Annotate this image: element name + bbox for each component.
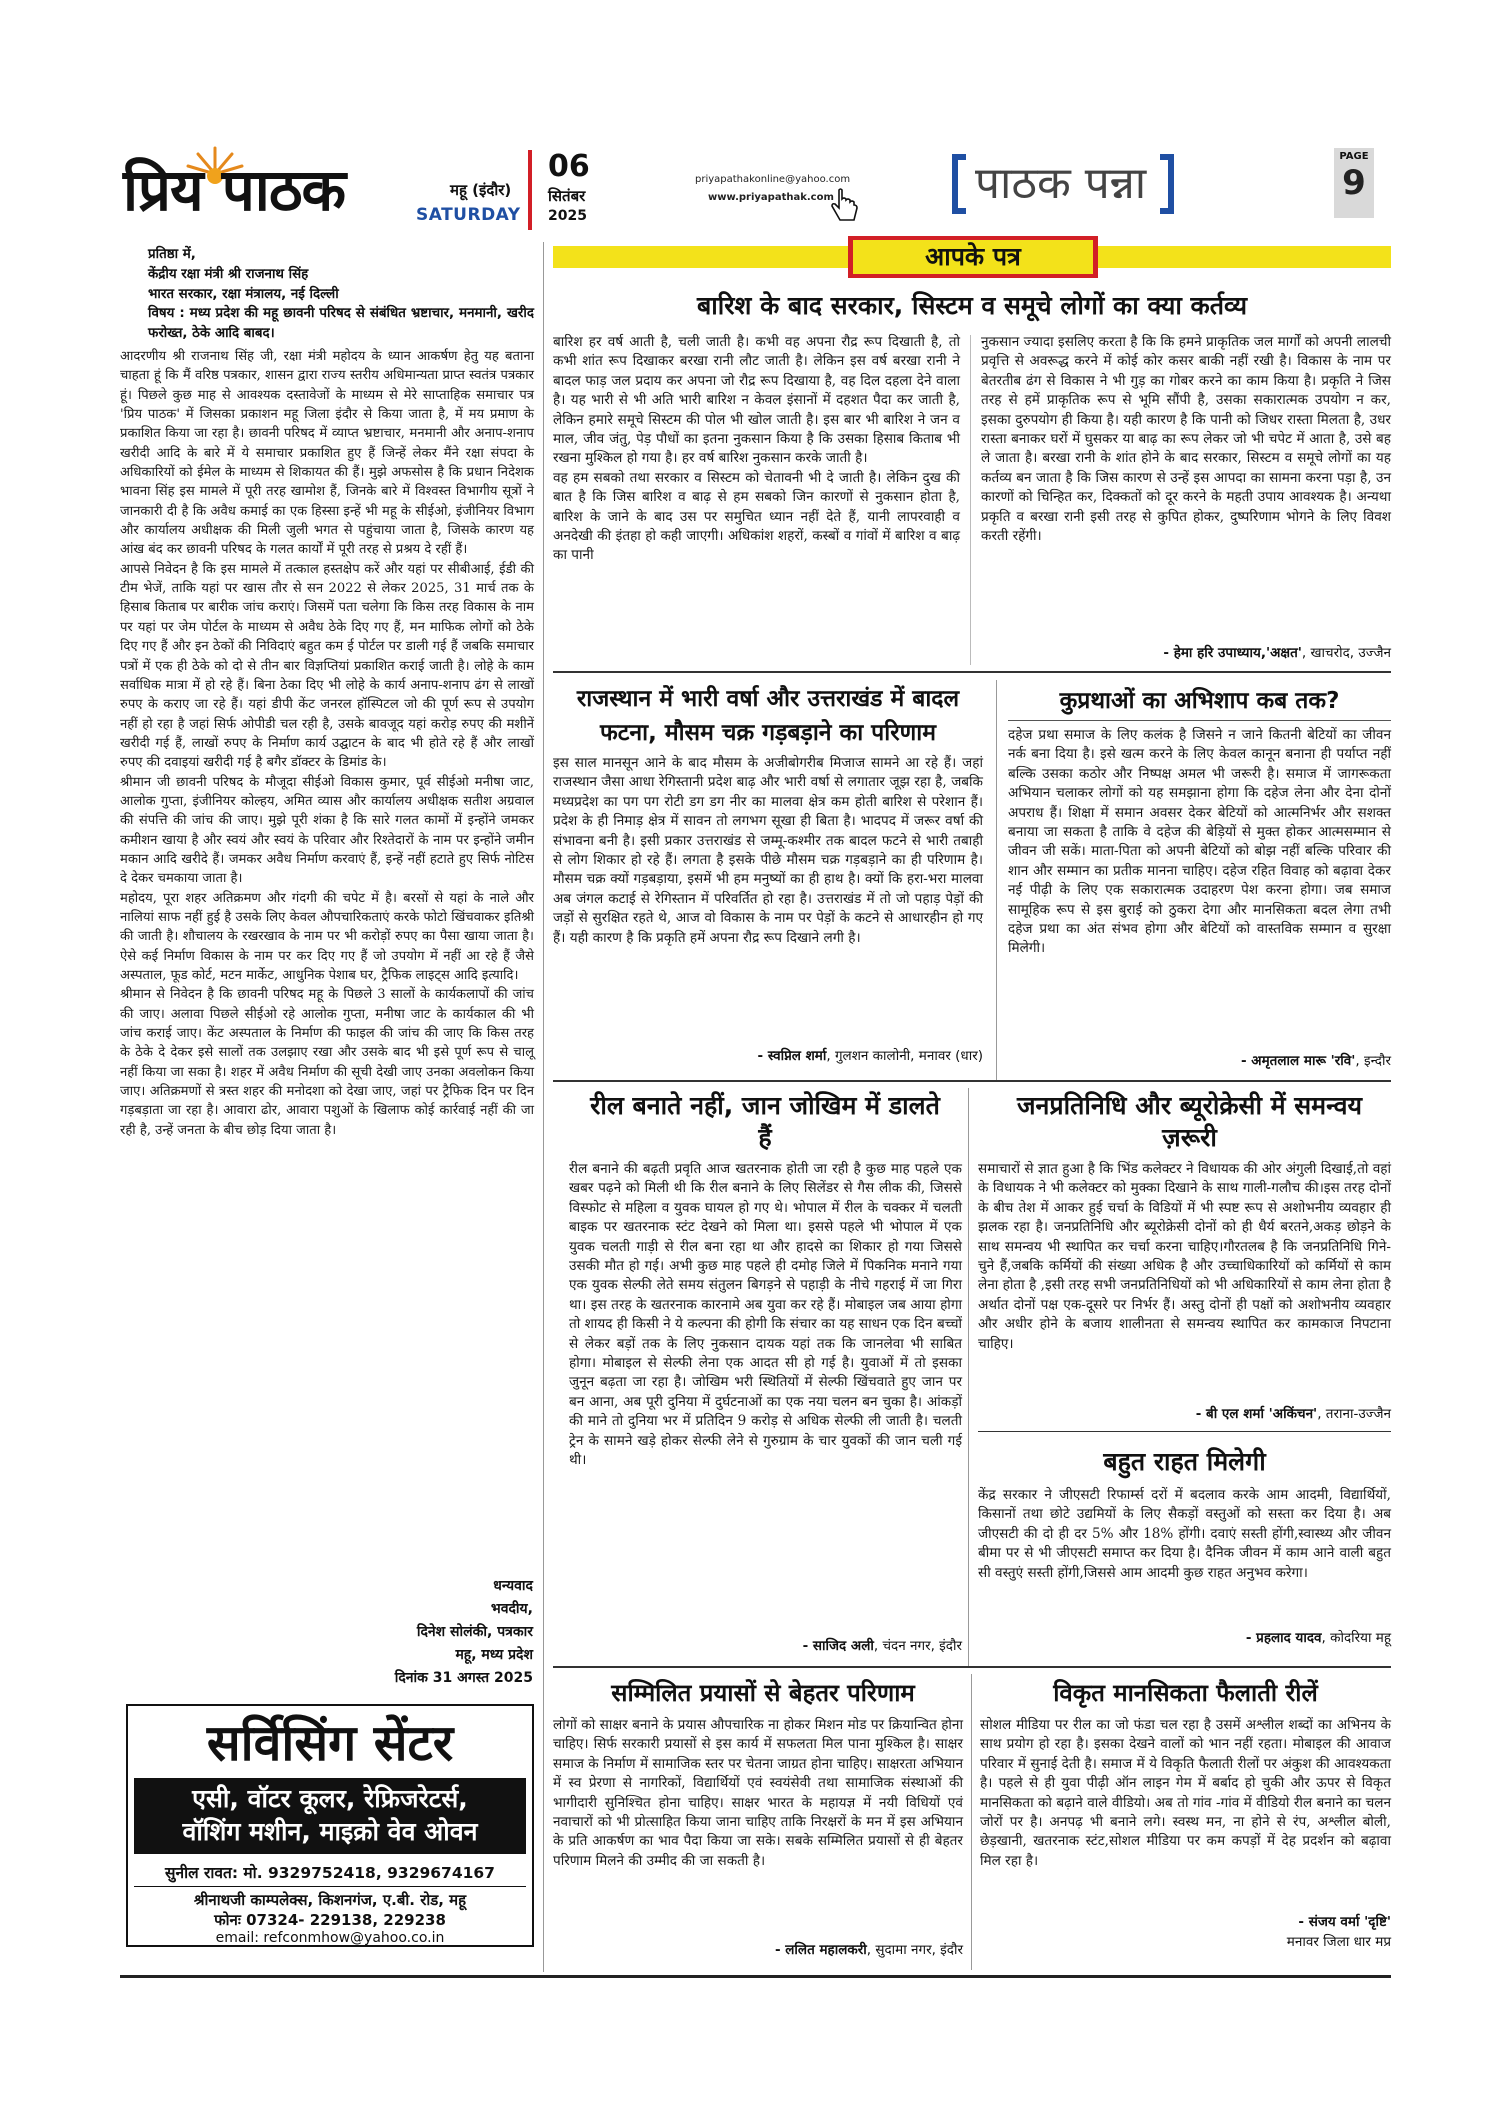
date-year: 2025 [548, 208, 587, 224]
rahat-sig-place: , कोदरिया महू [1321, 1630, 1391, 1646]
letter-header: प्रतिष्ठा में, केंद्रीय रक्षा मंत्री श्री राजनाथ सिंह भारत सरकार, रक्षा मंत्रालय, नई दिल्ली विषय : मध्य प्रदेश की महू छावनी परिषद से संबंधित भ्रष्टाचार, मनमानी, खरीद फरोख्त, ठेके आदि बाबद। [148, 247, 534, 342]
section-bracket-right [1160, 154, 1174, 214]
rain-title: बारिश के बाद सरकार, सिस्टम व समूचे लोगों का क्या कर्तव्य [696, 291, 1247, 320]
reel-body: रील बनाने की बढ़ती प्रवृति आज खतरनाक होती जा रही है कुछ माह पहले एक खबर पढ़ने को मिली थी कि रील बनाने के लिए सिलेंडर से गैस लीक की, जिससे विस्फोट से महिला व युवक घायल हो गए थे। भोपाल में रील के चक्कर में चलती बाइक पर खतरनाक स्टंट देखने को मिला था। इससे पहले भी भोपाल में एक युवक चलती गाड़ी से रील बना रहा था और हादसे का शिकार हो गया जिससे उसकी मौत हो गई। अभी कुछ माह पहले ही दमोह जिले में पिकनिक मनाने गया एक युवक सेल्फी लेते समय संतुलन बिगड़ने से पहाड़ी के नीचे गहराई में जा गिरा था। इस तरह के खतरनाक कारनामे अब युवा कर रहे हैं। मोबाइल जब आया होगा तो शायद ही किसी ने ये कल्पना की होगी कि संचार का यह साधन एक दिन बच्चों से लेकर बड़ों तक के लिए नुकसान दायक यहां तक कि जानलेवा भी साबित होगा। मोबाइल से सेल्फी लेना एक आदत सी हो गई है। युवाओं में तो इसका जुनून बढ़ता जा रहा है। जोखिम भरी स्थितियों में सेल्फी खिंचवाते हुए जान पर बन आना, अब पूरी दुनिया में दुर्घटनाओं का एक नया चलन बन चुका है। आंकड़ों की माने तो दुनिया भर में प्रतिदिन 9 करोड़ से अधिक सेल्फी ली जाती है। चलती ट्रेन के सामने खड़े होकर सेल्फी लेने से गुरुग्राम के चार युवकों की जान चली गई थी। [569, 1161, 962, 1469]
website-text[interactable]: www.priyapathak.com [708, 192, 834, 203]
column-divider-main [543, 242, 544, 1972]
reel-title: रील बनाते नहीं, जान जोखिम में डालते हैं [590, 1091, 940, 1152]
sammilit-sig-place: , सुदामा नगर, इंदौर [866, 1942, 963, 1958]
rajasthan-body: इस साल मानसून आने के बाद मौसम के अजीबोगरीब मिजाज सामने आ रहे हैं। जहां राजस्थान जैसा आधा रेगिस्तानी प्रदेश बाढ़ और भारी वर्षा से लगातार जूझ रहा है, जबकि मध्यप्रदेश का पग पग रोटी डग डग नीर का मालवा क्षेत्र कम होती बारिश से परेशान हैं। प्रदेश के ही निमाड़ क्षेत्र में सावन तो लगभग सूखा ही बिता है। भादपद में जरूर वर्षा की संभावना बनी है। इसी प्रकार उत्तराखंड से जम्मू-कश्मीर तक बादल फटने से भारी तबाही से लोग शिकार हो रहे हैं। लगता है इसके पीछे मौसम चक्र गड़बड़ाने का ही परिणाम है। मौसम चक्र क्यों गड़बड़ाया, इसमें भी हम मनुष्यों का ही हाथ है। क्यों कि हरा-भरा मालवा अब जंगल कटाई से रेगिस्तान में परिवर्तित हो रहा है। उत्तराखंड में तो जो पहाड़ पेड़ों की जड़ों से सुरक्षित रहते थे, आज वो विकास के नाम पर पेड़ों के कटने से आधारहीन हो गए हैं। यही कारण है कि प्रकृति हमें अपना रौद्र रूप दिखाने लगी है। [553, 755, 983, 946]
band-label: आपके पत्र [925, 242, 1021, 271]
date-day: 06 [548, 149, 590, 184]
page-label: PAGE [1339, 151, 1369, 162]
masthead [120, 150, 1390, 230]
sammilit-signature [553, 1940, 963, 1958]
vikrut-title: विकृत मानसिकता फैलाती रीलें [1053, 1679, 1318, 1707]
rahat-body: केंद्र सरकार ने जीएसटी रिफार्म्स दरों में बदलाव करके आम आदमी, विद्यार्थियों, किसानों तथा छोटे उद्यमियों के लिए सैकड़ों वस्तुओं को सस्ता कर दिया है। अब जीएसटी की दो ही दर 5% और 18% होंगी। दवाएं सस्ती होंगी,स्वास्थ्य और जीवन बीमा पर से भी जीएसटी समाप्त कर दिया है। दैनिक जीवन में काम आने वाली बहुत सी वस्तुएं सस्ती होंगी,जिससे आम आदमी कुछ राहत अनुभव करेगा। [978, 1487, 1391, 1581]
kupratha-title: कुप्रथाओं का अभिशाप कब तक? [1059, 688, 1340, 714]
vikrut-sig-name: - संजय वर्मा 'दृष्टि' [1298, 1914, 1391, 1930]
closing-date: दिनांक 31 अगस्त 2025 [394, 1670, 533, 1686]
rain-sig-name: - हेमा हरि उपाध्याय,'अक्षत' [1163, 645, 1302, 661]
ad-phone: फोनः 07324- 229138, 229238 [214, 1911, 446, 1929]
janpratinidhi-signature [978, 1404, 1391, 1422]
email-text[interactable]: priyapathakonline@yahoo.com [695, 174, 851, 185]
ad-address: श्रीनाथजी काम्पलेक्स, किशनगंज, ए.बी. रोड, महू [193, 1891, 467, 1909]
vikrut-sig-place: मनावर जिला धार मप्र [1286, 1934, 1391, 1950]
rain-sig-place: , खाचरोद, उज्जैन [1301, 645, 1391, 661]
closing-yours: भवदीय, [490, 1601, 533, 1617]
kupratha-body: दहेज प्रथा समाज के लिए कलंक है जिसने न जाने कितनी बेटियों का जीवन नर्क बना दिया है। इसे खत्म करने के लिए केवल कानून बनाना ही पर्याप्त नहीं बल्कि उसका कठोर और निष्पक्ष अमल भी जरूरी है। समाज में जागरूकता अभियान चलाकर लोगों को यह समझाना होगा कि दहेज लेना और देना दोनों अपराध हैं। शिक्षा में समान अवसर देकर बेटियों को आत्मनिर्भर और सशक्त बनाया जा सकता है ताकि वे दहेज की बेड़ियों से मुक्त होकर आत्मसम्मान से जीवन जी सकें। माता-पिता को अपनी बेटियों को बोझ नहीं बल्कि परिवार की शान और सम्मान का प्रतीक मानना चाहिए। दहेज रहित विवाह को बढ़ावा देकर नई पीढ़ी के लिए एक सकारात्मक उदाहरण पेश करना होगा। जब समाज सामूहिक रूप से इस बुराई को ठुकरा देगा और मानसिकता बदल लेगा तभी दहेज प्रथा का अंत संभव होगा और बेटियों को वास्तविक सम्मान व सुरक्षा मिलेगी। [1008, 727, 1391, 957]
reel-signature [569, 1636, 962, 1654]
kupratha-sig-place: , इन्दौर [1355, 1053, 1391, 1069]
ad-box [126, 1704, 534, 1947]
section-title: पाठक पन्ना [975, 158, 1147, 209]
rain-col-1: बारिश हर वर्ष आती है, चली जाती है। कभी वह अपना रौद्र रूप दिखाती है, तो कभी शांत रूप दिखाकर बरखा रानी लौट जाती है। लेकिन इस वर्ष बरखा रानी ने बादल फाड़ जल प्रदाय कर अपना जो रौद्र रूप दिखाया है, वह दिल दहला देने वाला है। यह भारी से भी अति भारी बारिश न केवल इंसानों में दहशत पैदा कर जाती है, लेकिन हमारे समूचे सिस्टम की पोल भी खोल जाती है। इस बार भी बारिश ने जन व माल, जीव जंतु, पेड़ पौधों का इतना नुकसान किया है कि उसका हिसाब किताब भी रखना मुश्किल हो गया है। हर वर्ष बारिश नुकसान करके जाती है। वह हम सबको तथा सरकार व सिस्टम को चेतावनी भी दे जाती है। लेकिन दुख की बात है कि जिस बारिश व बाढ़ से हम सबको जिन कारणों से नुकसान होता है, बारिश के जाने के बाद उस पर समुचित ध्यान नहीं देते हैं, यानी लापरवाही व अनदेखी की इंतहा हो कही जाएगी। अधिकांश शहरों, कस्बों व गांवों में बारिश व बाढ़ का पानी [553, 334, 960, 564]
ad-services [134, 1778, 526, 1854]
closing-name: दिनेश सोलंकी, पत्रकार [416, 1624, 533, 1640]
rahat-title: बहुत राहत मिलेगी [1103, 1447, 1266, 1476]
kupratha-sig-name: - अमृतलाल मारू 'रवि' [1240, 1053, 1356, 1069]
hand-cursor-icon [830, 188, 860, 224]
kupratha-signature [1008, 1051, 1391, 1069]
rahat-signature [978, 1628, 1391, 1646]
ad-email[interactable]: email: refconmhow@yahoo.co.in [215, 1930, 445, 1946]
sammilit-body: लोगों को साक्षर बनाने के प्रयास औपचारिक ना होकर मिशन मोड पर क्रियान्वित होना चाहिए। सिर्फ सरकारी प्रयासों से इस कार्य में सफलता मिल पाना मुश्किल है। साक्षर समाज के निर्माण में सामाजिक स्तर पर चेतना जाग्रत होना चाहिए। साक्षरता अभियान में स्व प्रेरणा से नागरिकों, विद्यार्थियों एवं स्वयंसेवी तथा सामाजिक संस्थाओं की भागीदारी सुनिश्चित होना चाहिए। साक्षर भारत के महायज्ञ में नयी विधियों एवं नवाचारों को भी प्रोत्साहित किया जाना चाहिए ताकि निरक्षरों के मन में इस अभियान के प्रति आकर्षण का भाव पैदा किया जा सके। सबके सम्मिलित प्रयासों से ही बेहतर परिणाम मिलने की उम्मीद की जा सकती है। [553, 1717, 963, 1869]
date-month: सितंबर [548, 187, 586, 205]
logo: प्रिय पाठक [123, 156, 346, 224]
rain-signature [981, 643, 1391, 661]
closing-thanks: धन्यवाद [493, 1578, 533, 1594]
section-bracket-left [952, 154, 966, 214]
janpratinidhi-body: समाचारों से ज्ञात हुआ है कि भिंड कलेक्टर ने विधायक की ओर अंगुली दिखाई,तो वहां के विधायक ने भी कलेक्टर को मुक्का दिखाने के साथ गाली-गलौच की।इस तरह दोनों के बीच तेश में आकर हुई चर्चा के विडियों में भी स्पष्ट रूप से अशोभनीय व्यवहार ही झलक रहा है। जनप्रतिनिधि और ब्यूरोक्रेसी दोनों को ही धैर्य बरतने,अकड़ छोड़ने के साथ समन्वय भी स्थापित कर चर्चा करना चाहिए।गौरतलब है कि जनप्रतिनिधि गिने-चुने हैं,जबकि कर्मियों की संख्या अधिक है और उच्चाधिकारियों को कर्मियों से काम लेना होता है ,इसी तरह सभी जनप्रतिनिधियों को भी अधिकारियों से काम लेना होता है अर्थात दोनों पक्ष एक-दूसरे पर निर्भर हैं। अस्तु दोनों ही पक्षों को अशोभनीय व्यवहार और अधीर होने के बजाय शालीनता से समन्वय स्थापित कर कामकाज निपटाना चाहिए। [978, 1161, 1391, 1352]
janpratinidhi-sig-name: - बी एल शर्मा 'अकिंचन' [1195, 1406, 1318, 1422]
rajasthan-sig-name: - स्वप्निल शर्मा [757, 1048, 827, 1064]
page-number: 9 [1342, 163, 1366, 203]
rajasthan-title: राजस्थान में भारी वर्षा और उत्तराखंड में बादल फटना, मौसम चक्र गड़बड़ाने का परिणाम [576, 686, 960, 746]
letter-closing [300, 1575, 533, 1690]
reel-sig-name: - साजिद अली [802, 1638, 874, 1654]
rain-col-2: नुकसान ज्यादा इसलिए करता है कि कि हमने प्राकृतिक जल मार्गों को अपनी लालची प्रवृत्ति से अवरूद्ध करने में कोई कोर कसर बाकी नहीं रखी है। विकास के नाम पर बेतरतीब ढंग से विकास ने भी गुड़ का गोबर करने का काम किया है। प्रकृति ने जिस तरह से हमें प्राकृतिक रूप से भूमि सौंपी है, उसका सकारात्मक उपयोग न कर, इसका दुरुपयोग ही किया है। यही कारण है कि पानी को जिधर रास्ता मिलता है, उधर रास्ता बनाकर घरों में घुसकर या बाढ़ का रूप लेकर जो भी चपेट में आता है, उसे बह ले जाता है। बरखा रानी के शांत होने के बाद सरकार, सिस्टम व समूचे लोगों का यह कर्तव्य बन जाता है कि जिस कारण से उन्हें इस आपदा का सामना करना पड़ा है, उन कारणों को चिन्हित कर, दिक्कतों को दूर करने के महती उपाय आवश्यक है। अन्यथा प्रकृति व बरखा रानी इसी तरह से कुपित होकर, दुष्परिणाम भोगने के लिए विवश करती रहेंगी। [981, 334, 1391, 545]
janpratinidhi-sig-place: , तराना-उज्जैन [1317, 1406, 1391, 1422]
sammilit-title: सम्मिलित प्रयासों से बेहतर परिणाम [611, 1679, 915, 1707]
ad-line-2: वॉशिंग मशीन, माइक्रो वेव ओवन [182, 1817, 478, 1846]
vikrut-body: सोशल मीडिया पर रील का जो फंडा चल रहा है उसमें अश्लील शब्दों का अभिनय के साथ प्रयोग हो रहा है। इसका देखने वालों को भान नहीं रहता। मोबाइल की आवाज परिवार में सुनाई देती है। समाज में ये विकृति फैलाती रीलों पर अंकुश की आवश्यकता है। पहले से ही युवा पीढ़ी ऑन लाइन गेम में बर्बाद हो चुकी और ऊपर से विकृत मानसिकता को बढ़ाने वाले वीडियो। अब तो गांव -गांव में वीडियो रील बनाने का चलन जोरों पर है। अनपढ़ भी बनाने लगे। स्वस्थ मन, ना होने से रंप, अश्लील बोली, छेड़खानी, खतरनाक स्टंट,सोशल मीडिया पर कम कपड़ों में देह प्रदर्शन को बढ़ावा मिल रहा है। [980, 1717, 1391, 1869]
reel-sig-place: , चंदन नगर, इंदौर [873, 1638, 962, 1654]
ad-title: सर्विसिंग सेंटर [206, 1714, 454, 1772]
page-box [1334, 148, 1374, 218]
ad-contact: सुनील रावत: मो. 9329752418, 9329674167 [165, 1864, 495, 1882]
rajasthan-sig-place: , गुलशन कालोनी, मनावर (धार) [826, 1048, 983, 1064]
red-divider [528, 150, 532, 230]
vikrut-signature [980, 1912, 1391, 1952]
edition-city: महू (इंदौर) [450, 181, 512, 199]
ad-line-1: एसी, वॉटर कूलर, रेफ्रिजरेटर्स, [192, 1784, 468, 1813]
rahat-sig-name: - प्रहलाद यादव [1245, 1630, 1322, 1646]
rajasthan-signature [553, 1046, 983, 1064]
edition-day: SATURDAY [416, 205, 521, 225]
closing-place: महू, मध्य प्रदेश [455, 1647, 533, 1663]
janpratinidhi-title: जनप्रतिनिधि और ब्यूरोक्रेसी में समन्वय ज़रूरी [1016, 1091, 1362, 1152]
letter-body: आदरणीय श्री राजनाथ सिंह जी, रक्षा मंत्री महोदय के ध्यान आकर्षण हेतु यह बताना चाहता हूं कि मैं वरिष्ठ पत्रकार, शासन द्वारा राज्य स्तरीय अधिमान्यता प्राप्त स्वतंत्र पत्रकार हूं। पिछले कुछ माह से आवश्यक दस्तावेजों के माध्यम से मेरे साप्ताहिक समाचार पत्र 'प्रिय पाठक' में जिसका प्रकाशन महू जिला इंदौर से किया जाता है, में मय प्रमाण के प्रकाशित किया जा रहा है। छावनी परिषद में व्याप्त भ्रष्टाचार, मनमानी और अनाप-शनाप खरीदी आदि के बारे में ये समाचार प्रकाशित हुए हैं जिन्हें लेकर मैंने रक्षा संपदा के अधिकारियों को ईमेल के माध्यम से शिकायत की हैं। मुझे अफसोस है कि प्रधान निदेशक भावना सिंह इस मामले में पूरी तरह खामोश हैं, जिनके बारे में विश्वस्त विभागीय सूत्रों ने जानकारी दी है कि अवैध कमाई का एक हिस्सा इन्हें भी महू के सीईओ, इंजीनियर विभाग और कार्यालय अधीक्षक की मिली जुली भगत से पहुंचाया जाता है, जिसके कारण यह आंख बंद कर छावनी परिषद के गलत कार्यों में पूरी तरह से प्रश्रय दे रहीं हैं। आपसे निवेदन है कि इस मामले में तत्काल हस्तक्षेप करें और यहां पर सीबीआई, ईडी की टीम भेजें, ताकि यहां पर खास तौर से सन 2022 से लेकर 2025, 31 मार्च तक के हिसाब किताब पर बारीक जांच कराएं। जिसमें पता चलेगा कि किस तरह विकास के नाम पर यहां पर जेम पोर्टल के माध्यम से अवैध ठेके दिए गए हैं, मन माफिक लोगों को ठेके दिए गए हैं और इन ठेकों की निविदाएं बहुत कम ई पोर्टल पर डाली गई हैं जबकि समाचार पत्रों में एक ही ठेके को दो से तीन बार विज्ञप्तियां प्रकाशित कराई जाती है। लोहे के काम सर्वाधिक मात्रा में हो रहे हैं। बिना ठेका दिए भी लोहे के कार्य अनाप-शनाप ढंग से लाखों रुपए के कराए जा रहे हैं। यहां डीपी केंट जनरल हॉस्पिटल जो की पूर्ण रूप से उपयोग नहीं हो रहा है जहां सिर्फ ओपीडी चल रही है, उसके बावजूद यहां करोड़ रुपए की मशीनें खरीदी गई हैं, लाखों रुपए के निर्माण कार्य उद्घाटन के बाद भी होते रहे हैं और लाखों रुपए की दवाइयां खरीदी गई है बगैर डॉक्टर के डिमांड के। श्रीमान जी छावनी परिषद के मौजूदा सीईओ विकास कुमार, पूर्व सीईओ मनीषा जाट, आलोक गुप्ता, इंजीनियर कोल्हय, अमित व्यास और कार्यालय अधीक्षक सतीश अग्रवाल की संपत्ति की जांच की जाए। मुझे पूरी शंका है कि सारे गलत कामों में इन्होंने जमकर कमीशन खाया है और स्वयं और स्वयं के परिवार और रिश्तेदारों के नाम पर इन्होंने जमीन मकान आदि खरीदे हैं। जमकर अवैध निर्माण करवाएं हैं, इन्हें नहीं हटाते हुए सिर्फ नोटिस दे देकर चमकाया जाता है। महोदय, पूरा शहर अतिक्रमण और गंदगी की चपेट में है। बरसों से यहां के नाले और नालियां साफ नहीं हुई है उसके लिए केवल औपचारिकताएं करके फोटो खिंचवाकर इतिश्री की जाती है। शौचालय के रखरखाव के नाम पर भी करोड़ों रुपए का पैसा खाया जाता है। ऐसे कई निर्माण विकास के नाम पर कर दिए गए हैं जो उपयोग में नहीं आ रहे हैं जैसे अस्पताल, फूड कोर्ट, मटन मार्केट, आधुनिक पेशाब घर, ट्रैफिक लाइट्स आदि इत्यादि। श्रीमान से निवेदन है कि छावनी परिषद महू के पिछले 3 सालों के कार्यकलापों की जांच की जाए। अलावा पिछले सीईओ रहे आलोक गुप्ता, मनीषा जाट के कार्यकाल की भी जांच कराई जाए। केंट अस्पताल के निर्माण की फाइल की जांच की जाए कि किस तरह के ठेके दे देकर इसे सालों तक उलझाए रखा और उसके बाद भी इसे पूर्ण रूप से चालू नहीं किया जा सका है। शहर में अवैध निर्माण की सूची देखी जाए उनका अवलोकन किया जाए। अतिक्रमणों से त्रस्त शहर की मनोदशा को देखा जाए, जहां पर ट्रैफिक दिन पर दिन गड़बड़ाता जा रहा है। आवारा ढोर, आवारा पशुओं के खिलाफ कोई कार्रवाई नहीं की जा रही है, उन्हें जनता के बीच छोड़ दिया जाता है। [120, 349, 534, 1138]
sammilit-sig-name: - ललित महालकरी [774, 1942, 867, 1958]
bottom-rule [120, 1975, 1391, 1978]
